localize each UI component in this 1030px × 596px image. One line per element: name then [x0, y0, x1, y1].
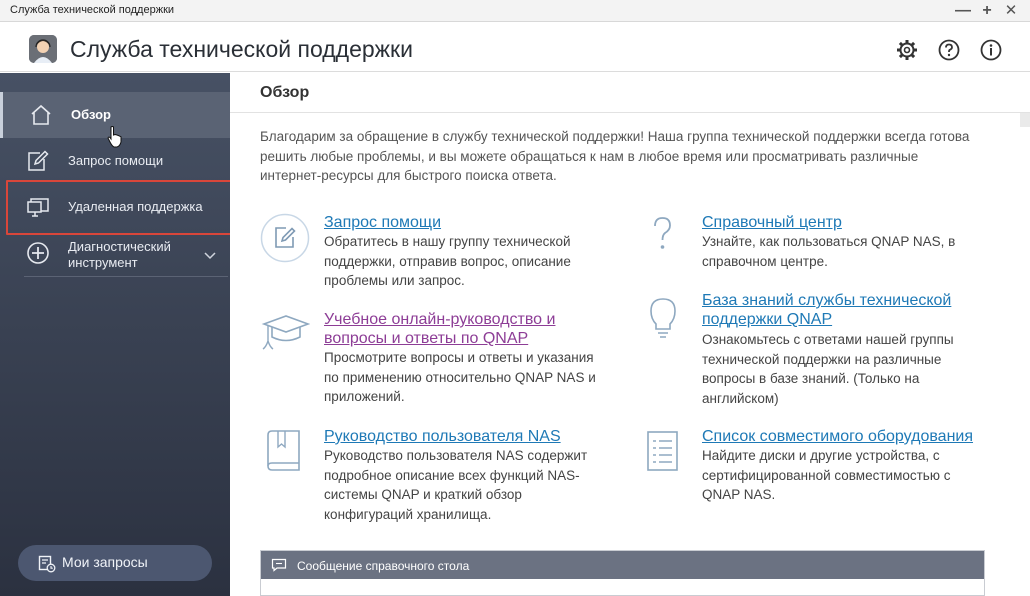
- sidebar-item-label: Обзор: [71, 107, 111, 122]
- scrollbar[interactable]: [1020, 113, 1030, 127]
- lightbulb-icon: [638, 291, 688, 341]
- edit-icon: [260, 213, 310, 263]
- info-icon[interactable]: [980, 39, 1002, 61]
- question-mark-icon: [638, 213, 688, 263]
- sidebar: [0, 73, 230, 596]
- graduation-cap-icon: [260, 310, 310, 360]
- home-icon: [29, 103, 53, 127]
- chat-icon: [271, 558, 287, 572]
- requests-icon: [38, 555, 56, 573]
- message-panel-title: Сообщение справочного стола: [297, 559, 470, 573]
- help-center-link[interactable]: Справочный центр: [702, 214, 842, 231]
- edit-icon: [26, 149, 50, 173]
- maximize-button[interactable]: +: [982, 2, 992, 19]
- page-title: Обзор: [260, 84, 310, 101]
- chevron-down-icon[interactable]: [204, 248, 216, 258]
- resource-description: Ознакомьтесь с ответами нашей группы технической поддержки на различные вопросы в базе знаний. (Только на английском): [702, 332, 954, 406]
- help-icon[interactable]: [938, 39, 960, 61]
- minimize-button[interactable]: —: [955, 2, 971, 19]
- resource-description: Найдите диски и другие устройства, с сертифицированной совместимостью с QNAP NAS.: [702, 448, 951, 502]
- window-titlebar: [0, 0, 1030, 22]
- resource-description: Просмотрите вопросы и ответы и указания по применению относительно QNAP NAS и приложений.: [324, 350, 596, 404]
- sidebar-item-label: Запрос помощи: [68, 153, 164, 168]
- list-document-icon: [638, 427, 688, 477]
- sidebar-divider: [24, 276, 228, 277]
- message-panel-header: [261, 551, 984, 579]
- online-tutorial-link[interactable]: Учебное онлайн-руководство и вопросы и ответы по QNAP: [324, 311, 556, 347]
- compatibility-list-link[interactable]: Список совместимого оборудования: [702, 428, 974, 445]
- app-header: [0, 22, 1030, 72]
- intro-text: Благодарим за обращение в службу технической поддержки! Наша группа технической поддержки всегда готова решить любые проблемы, и вы можете обращаться к нам в любое время или просматривать различные интернет-ресурсы для быстрого поиска ответа.: [260, 129, 970, 183]
- support-agent-icon: [29, 35, 57, 63]
- resource-description: Узнайте, как пользоваться QNAP NAS, в справочном центре.: [702, 234, 956, 269]
- book-icon: [260, 427, 310, 477]
- user-guide-link[interactable]: Руководство пользователя NAS: [324, 428, 561, 445]
- my-requests-label: Мои запросы: [62, 554, 148, 570]
- resource-description: Руководство пользователя NAS содержит подробное описание всех функций NAS-системы QNAP и краткий обзор конфигураций хранилища.: [324, 448, 588, 522]
- my-requests-button[interactable]: [18, 545, 212, 581]
- app-title: Служба технической поддержки: [70, 36, 413, 62]
- sidebar-item-label: Удаленная поддержка: [68, 199, 203, 214]
- mouse-cursor-icon: [107, 126, 123, 148]
- sidebar-item-label: Диагностический инструмент: [68, 239, 171, 270]
- plus-circle-icon: [26, 241, 50, 265]
- help-desk-message-panel: [260, 550, 985, 596]
- resource-description: Обратитесь в нашу группу технической поддержки, отправив вопрос, описание проблемы или запрос.: [324, 234, 571, 288]
- selection-highlight: [6, 180, 232, 235]
- window-title: Служба технической поддержки: [10, 4, 175, 16]
- knowledge-base-link[interactable]: База знаний службы технической поддержки QNAP: [702, 292, 952, 328]
- gear-icon[interactable]: [896, 39, 918, 61]
- help-request-link[interactable]: Запрос помощи: [324, 214, 442, 231]
- title-divider: [230, 112, 1030, 113]
- main-content: [230, 73, 1030, 596]
- close-button[interactable]: ✕: [1004, 2, 1018, 19]
